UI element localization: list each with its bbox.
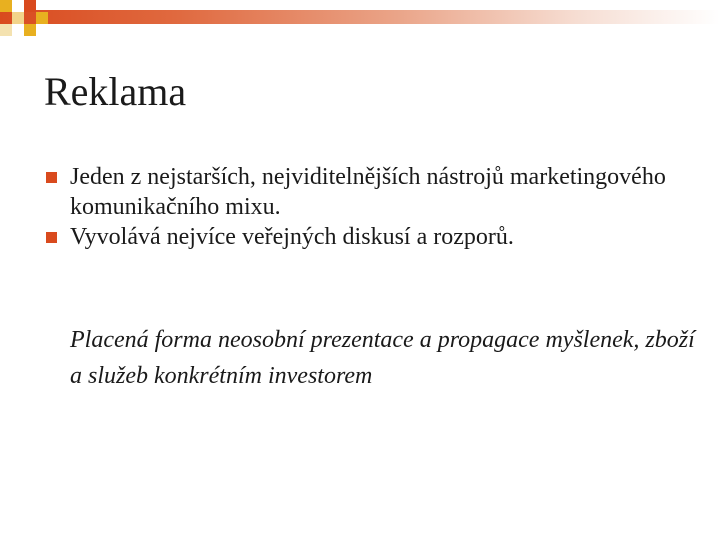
bullet-item — [44, 222, 694, 252]
definition-text: Placená forma neosobní prezentace a propagace myšlenek, zboží a služeb konkrétním investorem — [70, 327, 695, 389]
slide-title: Reklama — [44, 69, 187, 114]
decorative-square — [0, 0, 12, 12]
bullet-item — [44, 162, 694, 222]
square-bullet-icon — [46, 232, 57, 243]
decorative-square — [0, 24, 12, 36]
decorative-square — [24, 0, 36, 12]
decorative-square — [24, 24, 36, 36]
bullet-list — [44, 162, 694, 252]
square-bullet-icon — [46, 172, 57, 183]
decorative-header-bar — [0, 10, 720, 24]
decorative-square — [12, 12, 24, 24]
decorative-square — [36, 12, 48, 24]
bullet-text: Jeden z nejstarších, nejviditelnějších nástrojů marketingového komunikačního mixu. — [70, 164, 666, 220]
decorative-square — [12, 0, 24, 12]
bullet-text: Vyvolává nejvíce veřejných diskusí a rozporů. — [70, 224, 514, 250]
